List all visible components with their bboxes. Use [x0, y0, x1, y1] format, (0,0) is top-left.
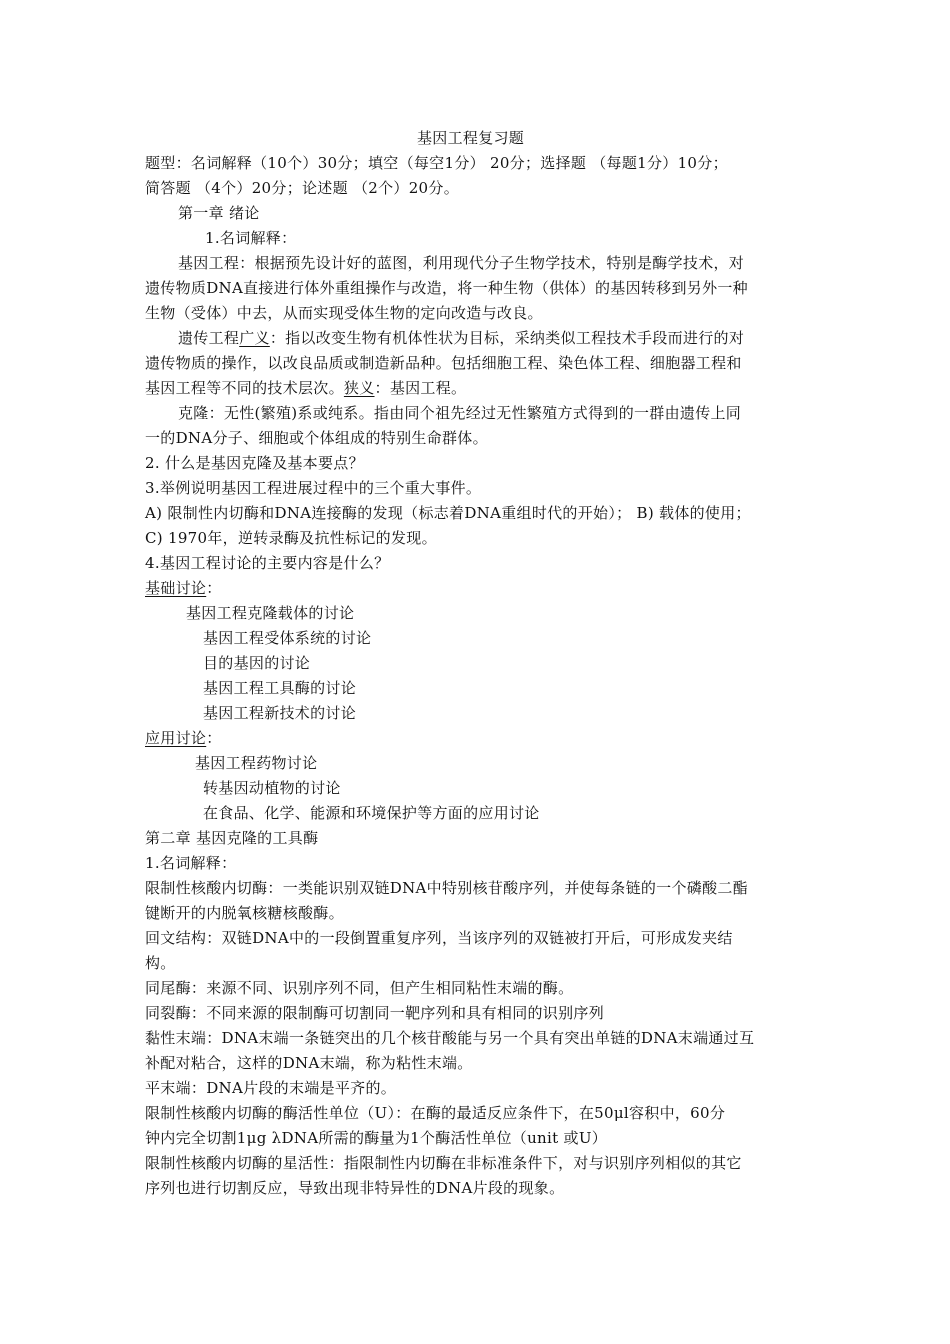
genetic-engineering-def-line-1	[178, 328, 744, 348]
basic-research-item: 基因工程克隆载体的讨论	[186, 604, 355, 622]
narrow-sense-text: ：基因工程。	[374, 379, 467, 397]
narrow-sense-label: 狭义	[343, 379, 375, 397]
chapter2-heading: 第二章 基因克隆的工具酶	[145, 829, 319, 847]
basic-research-item: 基因工程受体系统的讨论	[203, 629, 372, 647]
genetic-engineering-term: 遗传工程	[178, 329, 240, 347]
basic-research-item: 基因工程工具酶的讨论	[203, 679, 357, 697]
chapter1-q1-label: 1.名词解释：	[205, 229, 297, 247]
genetic-engineering-line3-prefix: 基因工程等不同的技术层次。	[145, 379, 344, 397]
restriction-endonuclease-def-line-2: 键断开的内脱氧核糖核酸酶。	[145, 904, 344, 922]
gene-engineering-def-line-2: 遗传物质DNA直接进行体外重组操作与改造，将一种生物（供体）的基因转移到另外一种	[145, 279, 748, 297]
applied-research-item: 在食品、化学、能源和环境保护等方面的应用讨论	[203, 804, 540, 822]
applied-research-label: 应用讨论	[145, 729, 207, 747]
palindrome-def-line-1: 回文结构：双链DNA中的一段倒置重复序列，当该序列的双链被打开后，可形成发夹结	[145, 929, 733, 947]
chapter1-heading: 第一章 绪论	[178, 204, 260, 222]
document-title: 基因工程复习题	[417, 129, 525, 147]
gene-engineering-def-line-3: 生物（受体）中去，从而实现受体生物的定向改造与改良。	[145, 304, 543, 322]
basic-research-item: 基因工程新技术的讨论	[203, 704, 357, 722]
question-types-line-2: 简答题 （4个）20分；论述题 （2个）20分。	[145, 179, 459, 197]
applied-research-item: 转基因动植物的讨论	[203, 779, 341, 797]
chapter1-q2: 2. 什么是基因克隆及基本要点？	[145, 454, 364, 472]
gene-engineering-def-line-1: 基因工程：根据预先设计好的蓝图，利用现代分子生物学技术，特别是酶学技术，对	[178, 254, 745, 272]
genetic-engineering-def-line-3	[145, 378, 466, 398]
activity-unit-def-line-1: 限制性核酸内切酶的酶活性单位（U）：在酶的最适反应条件下，在50μl容积中，60分	[145, 1104, 726, 1122]
genetic-engineering-def-line-2: 遗传物质的操作，以改良品质或制造新品种。包括细胞工程、染色体工程、细胞器工程和	[145, 354, 742, 372]
restriction-endonuclease-def-line-1: 限制性核酸内切酶：一类能识别双链DNA中特别核苷酸序列，并使每条链的一个磷酸二酯	[145, 879, 748, 897]
activity-unit-def-line-2: 钟内完全切割1μg λDNA所需的酶量为1个酶活性单位（unit 或U）	[145, 1129, 608, 1147]
basic-research-heading: 基础讨论：	[145, 579, 222, 597]
star-activity-def-line-2: 序列也进行切割反应，导致出现非特异性的DNA片段的现象。	[145, 1179, 565, 1197]
palindrome-def-line-2: 构。	[145, 954, 176, 972]
blunt-end-def: 平末端：DNA片段的末端是平齐的。	[145, 1079, 397, 1097]
chapter1-q4: 4.基因工程讨论的主要内容是什么？	[145, 554, 390, 572]
question-types-line-1: 题型：名词解释（10个）30分；填空（每空1分） 20分；选择题 （每题1分）10分；	[145, 154, 728, 172]
chapter1-q3: 3.举例说明基因工程进展过程中的三个重大事件。	[145, 479, 482, 497]
chapter2-q1-label: 1.名词解释：	[145, 854, 237, 872]
chapter1-q3-answer-line-2: C) 1970年，逆转录酶及抗性标记的发现。	[145, 529, 437, 547]
broad-sense-label: 广义	[239, 329, 270, 347]
isoschizomer-def: 同裂酶：不同来源的限制酶可切割同一靶序列和具有相同的识别序列	[145, 1004, 605, 1022]
applied-research-heading: 应用讨论：	[145, 729, 222, 747]
star-activity-def-line-1: 限制性核酸内切酶的星活性：指限制性内切酶在非标准条件下，对与识别序列相似的其它	[145, 1154, 742, 1172]
basic-research-label: 基础讨论	[145, 579, 207, 597]
clone-def-line-2: 一的DNA分子、细胞或个体组成的特别生命群体。	[145, 429, 488, 447]
applied-research-item: 基因工程药物讨论	[195, 754, 318, 772]
sticky-end-def-line-2: 补配对粘合，这样的DNA末端，称为粘性末端。	[145, 1054, 473, 1072]
broad-sense-text: ：指以改变生物有机体性状为目标，采纳类似工程技术手段而进行的对	[269, 329, 745, 347]
basic-research-item: 目的基因的讨论	[203, 654, 311, 672]
isocaudamer-def: 同尾酶：来源不同、识别序列不同，但产生相同粘性末端的酶。	[145, 979, 574, 997]
clone-def-line-1: 克隆：无性(繁殖)系或纯系。指由同个祖先经过无性繁殖方式得到的一群由遗传上同	[178, 404, 742, 422]
chapter1-q3-answer-line-1: A) 限制性内切酶和DNA连接酶的发现（标志着DNA重组时代的开始）； B) 载体的使用；	[145, 504, 751, 522]
sticky-end-def-line-1: 黏性末端：DNA末端一条链突出的几个核苷酸能与另一个具有突出单链的DNA末端通过互	[145, 1029, 755, 1047]
